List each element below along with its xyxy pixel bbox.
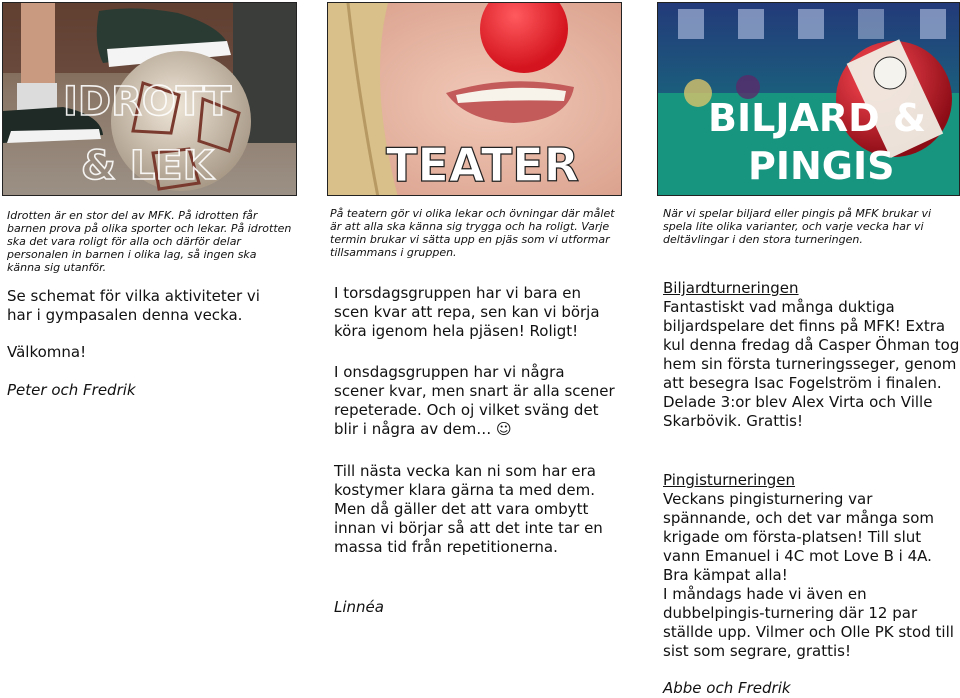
teater-intro: På teatern gör vi olika lekar och övningar där målet är att alla ska känna sig trygga och ha roligt. Varje termin brukar vi sätta upp en pjäs som vi utformar tillsammans i gruppen.: [330, 207, 615, 259]
idrott-title-line2: & LEK: [81, 143, 214, 189]
idrott-paragraph-2: Välkomna!: [7, 343, 87, 361]
idrott-title-line1: IDROTT: [63, 79, 232, 125]
biljard-body: Fantastiskt vad många duktiga biljardspelare det finns på MFK! Extra kul denna fredag då Casper Öhman tog hem sin första turneringsseger, genom att besegra Isac Fogelström i finalen. Delade 3:or blev Alex Virta och Ville Skarbövik. Grattis!: [663, 298, 960, 430]
teater-paragraph-2: I onsdagsgruppen har vi några scener kvar, men snart är alla scener repeterade. Och oj vilket sväng det blir i några av dem… ☺: [334, 363, 615, 438]
section-idrott: [0, 0, 305, 697]
idrott-signature: Peter och Fredrik: [7, 381, 136, 399]
idrott-photo: [2, 2, 297, 196]
biljard-intro: När vi spelar biljard eller pingis på MFK brukar vi spela lite olika varianter, och varje vecka har vi deltävlingar i den stora turneringen.: [663, 207, 932, 246]
section-teater: [327, 0, 627, 697]
biljard-photo: [657, 2, 960, 196]
idrott-paragraph-1: Se schemat för vilka aktiviteter vi har i gympasalen denna vecka.: [7, 287, 260, 324]
teater-paragraph-1: I torsdagsgruppen har vi bara en scen kvar att repa, sen kan vi börja köra igenom hela pjäsen! Roligt!: [334, 284, 600, 340]
pingis-body: Veckans pingisturnering var spännande, och det var många som krigade om första-platsen! Till slut vann Emanuel i 4C mot Love B i 4A. Bra kämpat alla!: [663, 490, 935, 584]
teater-signature: Linnéa: [334, 598, 384, 616]
football-photo-illustration: [3, 3, 297, 196]
teater-paragraph-3: Till nästa vecka kan ni som har era kostymer klara gärna ta med dem. Men då gäller det att vara ombytt innan vi börjar så att det inte tar en massa tid från repetitionerna.: [334, 462, 603, 556]
idrott-intro: Idrotten är en stor del av MFK. På idrotten får barnen prova på olika sporter och lekar. På idrotten ska det vara roligt för alla och därför delar personalen in barnen i olika lag, så ingen ska känna sig utanför.: [7, 209, 292, 274]
billiard-ball-illustration: [658, 3, 960, 196]
biljard-heading: Biljardturneringen: [663, 279, 799, 297]
teater-title: TEATER: [386, 138, 580, 192]
biljard-title-line1: BILJARD &: [708, 96, 927, 140]
clown-face-illustration: [328, 3, 622, 196]
pingis-body-2: I måndags hade vi även en dubbelpingis-turnering där 12 par ställde upp. Vilmer och Olle PK stod till sist som segrare, grattis!: [663, 585, 954, 660]
section-biljard-pingis: [657, 0, 960, 697]
pingis-heading: Pingisturneringen: [663, 471, 796, 489]
biljard-signature: Abbe och Fredrik: [663, 679, 791, 697]
teater-photo: [327, 2, 622, 196]
biljard-title-line2: PINGIS: [748, 144, 895, 188]
